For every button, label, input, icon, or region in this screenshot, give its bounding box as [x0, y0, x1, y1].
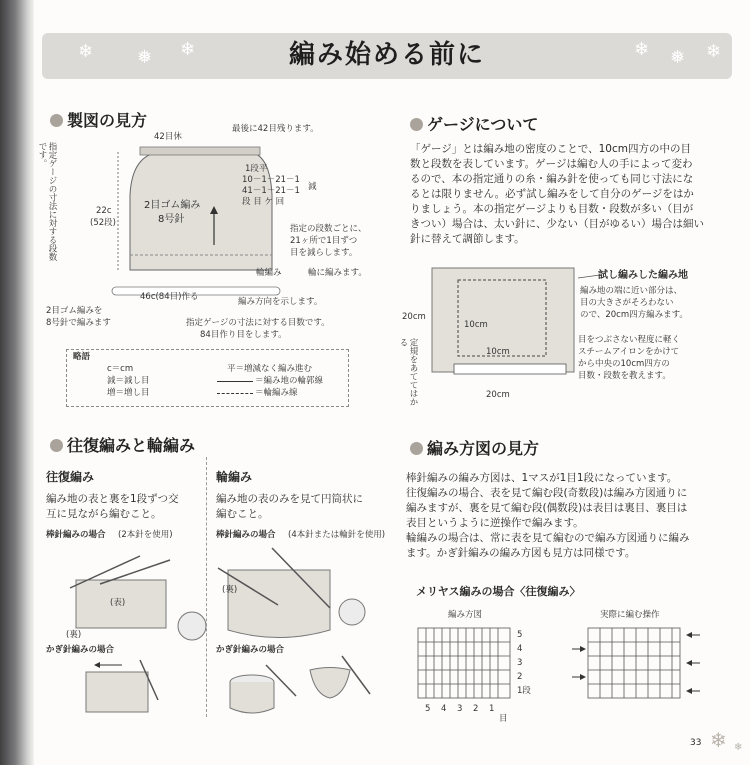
label-dec-word: 減 [308, 182, 317, 192]
legend-item: ＝輪編み線 [255, 388, 298, 398]
tree-icon: ❅ [670, 47, 686, 68]
gauge-body-line: 「ゲージ」とは編み地の密度のことで、10cm四方の中の目 [410, 143, 691, 155]
flat-crochet-case: かぎ針編みの場合 [46, 645, 115, 655]
row-label: 3 [517, 658, 523, 668]
label-left-vertical: 指定ゲージの寸法に対する段数です。 [37, 142, 57, 261]
round-title: 輪編み [216, 470, 253, 484]
row-label: 4 [517, 644, 523, 654]
iron-note: 目をつぶさない程度に軽く [578, 335, 681, 345]
row-label: 1段 [517, 686, 531, 696]
round-back-label: (裏) [222, 585, 238, 595]
col-label: 2 [473, 704, 479, 714]
label-round: 輪編み [256, 268, 282, 278]
label-rib-note-3: 目を減らします。 [290, 248, 358, 258]
flat-knit-case: 棒針編みの場合 [46, 530, 106, 540]
row-label: 5 [517, 630, 523, 640]
legend-item: 増＝増し目 [107, 388, 150, 398]
label-rib-note-2: 21ヶ所で1目ずつ [290, 236, 358, 246]
round-body: 編むこと。 [216, 508, 269, 520]
chart-body-line: 表目というように逆操作で編みます。 [406, 517, 584, 529]
gauge-body-line: りましょう。本の指定ゲージよりも目数・段数が多い（目が [410, 203, 694, 215]
actual-title: 実際に編む操作 [600, 610, 660, 620]
stitch-grid-actual [588, 628, 680, 698]
label-rib: 2目ゴム編み [144, 200, 201, 211]
label-bottom-left-1: 2目ゴム編みを [46, 306, 103, 316]
gauge-body-line: きつい）場合は、太い針に、少ない（目がゆるい）場合は細い [410, 218, 704, 230]
arrow-left-icon [686, 660, 692, 666]
legend-item: 減＝減し目 [107, 376, 150, 386]
col-label: 1 [489, 704, 495, 714]
legend-title: 略語 [73, 352, 91, 362]
arrow-right-icon [580, 674, 586, 680]
gauge-body-line: るとは限りません。必ず試し編みをして自分のゲージをはか [410, 188, 694, 200]
label-needle: 8号針 [158, 214, 185, 225]
gauge-body-line: 針に替えて調節します。 [410, 233, 525, 245]
chart-body-line: 棒針編みの編み方図は、1マスが1目1段になっています。 [406, 472, 678, 484]
dim-outer-h: 20cm [402, 312, 426, 322]
section-title-gauge: ゲージについて [410, 112, 538, 135]
label-rib-note-1: 指定の段数ごとに、 [290, 224, 367, 234]
legend-item: ＝編み地の輪郭線 [255, 376, 324, 386]
gauge-body-line: 数と段数を表しています。ゲージは編む人の手によって変わ [410, 158, 693, 170]
chart-body-line: ます。かぎ針編みの編み方図も見方は同様です。 [406, 547, 636, 559]
page-number: 33 [690, 738, 702, 748]
label-dec-1: 10－1－21－1 [242, 175, 300, 185]
ruler-note: 定規をあててはかる [398, 338, 418, 406]
iron-note: スチームアイロンをかけて [578, 347, 680, 357]
col-label: 5 [425, 704, 431, 714]
flat-body: 編み地の表と裏を1段ずつ交 [46, 493, 179, 505]
iron-note: から中央の10cm四方の [578, 359, 670, 369]
label-gauge-note-2: 84目作り目をします。 [200, 330, 287, 340]
label-gauge-note-1: 指定ゲージの寸法に対する目数です。 [186, 318, 330, 328]
flat-knit-note: (2本針を使用) [118, 530, 173, 540]
arrow-left-icon [686, 688, 692, 694]
swatch-note: 編み地の端に近い部分は、 [580, 286, 683, 296]
label-height: 22c [96, 206, 112, 216]
label-dec-2: 41－1－21－1 [242, 186, 300, 196]
dim-outer-w: 20cm [486, 390, 510, 400]
swatch-note: ので、20cm四方編みます。 [580, 310, 688, 320]
swatch-title: 試し編みした編み地 [598, 270, 688, 281]
tree-icon: ❄ [78, 41, 94, 62]
flat-body: 互に見ながら編むこと。 [46, 508, 162, 520]
chart-body-line: 編みますが、裏を見て編む段(偶数段)は表目は裏目、裏目は [406, 502, 688, 514]
chart-title: 編み方図 [448, 610, 483, 620]
round-body: 編み地の表のみを見て円筒状に [216, 493, 363, 505]
round-crochet-case: かぎ針編みの場合 [216, 645, 285, 655]
row-label: 2 [517, 672, 523, 682]
flat-front-label: (表) [110, 598, 126, 608]
section-title-chart: 編み方図の見方 [410, 436, 539, 459]
col-unit: 目 [499, 714, 508, 724]
round-knit-note: (4本針または輪針を使用) [288, 530, 386, 540]
section-title-flat-round: 往復編みと輪編み [50, 433, 195, 456]
legend-item: c＝cm [107, 364, 134, 374]
swatch-note: 目の大きさがそろわない [580, 298, 674, 308]
label-round-note: 輪に編みます。 [308, 268, 367, 278]
label-level: 1段平 [245, 164, 268, 174]
page-title: 編み始める前に [288, 40, 485, 70]
round-knit-case: 棒針編みの場合 [216, 530, 276, 540]
example-title: メリヤス編みの場合〈往復編み〉 [416, 585, 581, 598]
flat-back-label: (裏) [66, 630, 82, 640]
tree-icon: ❅ [137, 47, 153, 68]
snowflake-icon: ❄ [734, 742, 743, 753]
label-bottom: 46c(84目)作る [140, 292, 199, 302]
dim-inner-h: 10cm [464, 320, 488, 330]
arrow-left-icon [686, 632, 692, 638]
dim-inner-w: 10cm [486, 347, 510, 357]
tree-icon: ❄ [180, 39, 196, 60]
chart-body-line: 輪編みの場合は、常に表を見て編むので編み方図通りに編み [406, 532, 690, 544]
col-label: 3 [457, 704, 463, 714]
arrow-right-icon [580, 646, 586, 652]
gauge-body-line: るので、本の指定通りの糸・編み針を使っても同じ寸法にな [410, 173, 694, 185]
flat-title: 往復編み [46, 470, 95, 484]
label-direction: 編み方向を示します。 [238, 297, 323, 307]
snowflake-icon: ❄ [710, 728, 727, 752]
stitch-grid-chart [418, 628, 510, 698]
legend-item: 平＝増減なく編み進む [227, 364, 313, 374]
label-bottom-left-2: 8号針で編みます [46, 318, 111, 328]
chart-body-line: 往復編みの場合、表を見て編む段(奇数段)は編み方図通りに [406, 487, 688, 499]
label-last-note: 最後に42目残ります。 [232, 124, 319, 134]
label-dec-cols: 段 目 ケ 回 [242, 197, 285, 207]
col-label: 4 [441, 704, 447, 714]
section-title-pattern: 製図の見方 [50, 108, 147, 131]
tree-icon: ❄ [634, 39, 650, 60]
iron-note: 目数・段数を教えます。 [578, 371, 671, 381]
label-height-rows: (52段) [90, 218, 116, 228]
label-42-rest: 42目休 [154, 132, 182, 142]
tree-icon: ❄ [706, 41, 722, 62]
